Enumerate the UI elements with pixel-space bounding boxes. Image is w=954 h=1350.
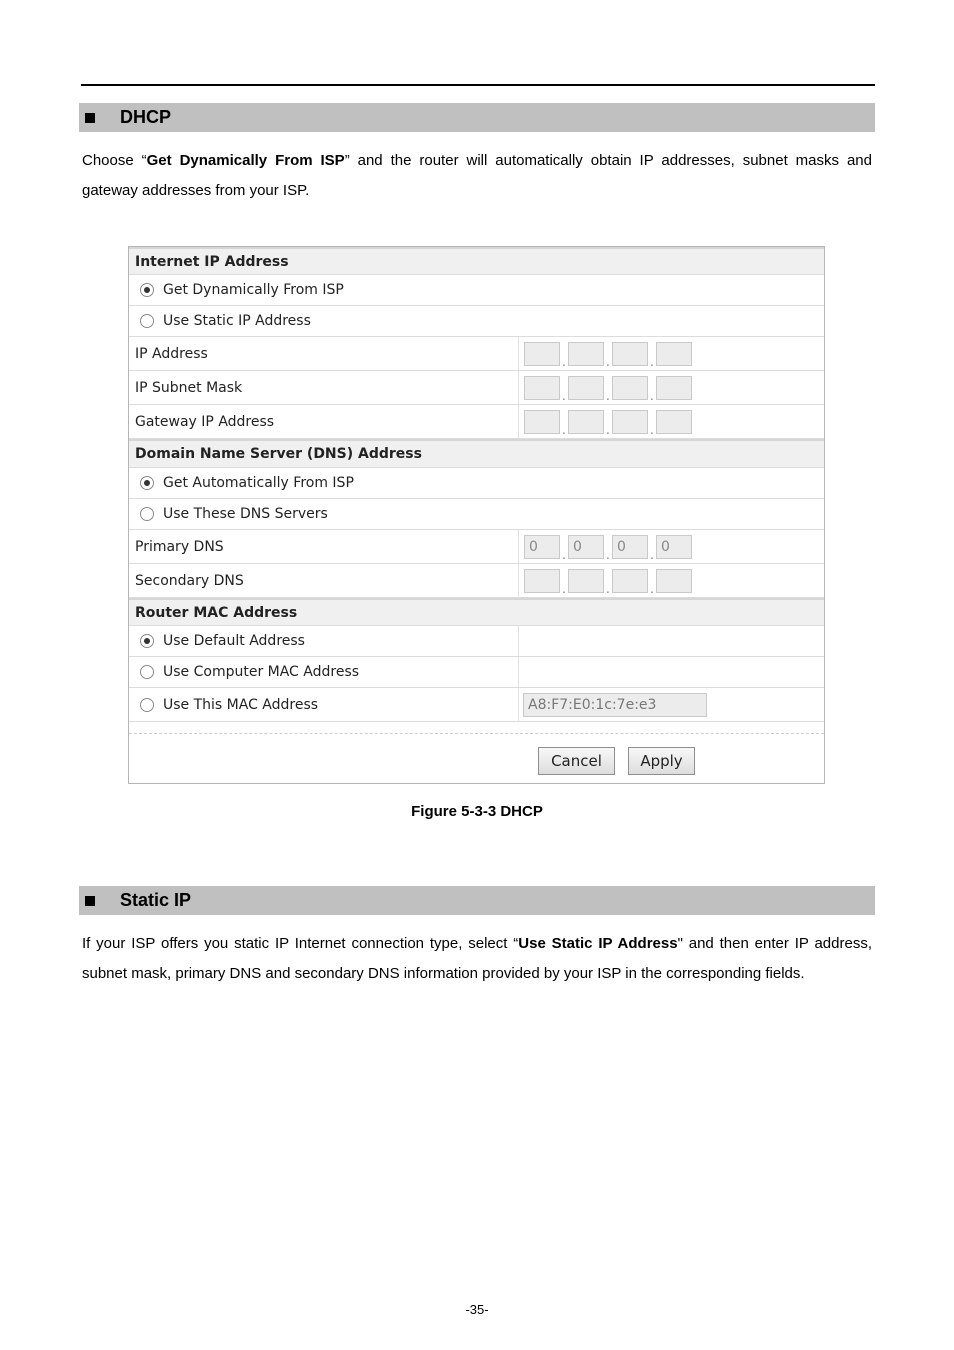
dot-separator: . <box>650 389 654 404</box>
column-divider <box>518 657 519 687</box>
mask-octet-1[interactable] <box>524 376 560 400</box>
option-mac-computer-row[interactable] <box>129 657 824 688</box>
secondary-dns-row <box>129 564 824 598</box>
dynamic-radio[interactable] <box>140 283 154 297</box>
ip-octet-1[interactable] <box>524 342 560 366</box>
top-rule <box>81 84 875 86</box>
gateway-octet-4[interactable] <box>656 410 692 434</box>
figure-caption: Figure 5-3-3 DHCP <box>411 803 543 820</box>
primary-dns-octet-2[interactable]: 0 <box>568 535 604 559</box>
column-divider <box>518 530 519 563</box>
dashed-divider <box>129 733 824 734</box>
option-label: Use These DNS Servers <box>163 506 328 522</box>
gateway-octet-2[interactable] <box>568 410 604 434</box>
primary-dns-row <box>129 530 824 564</box>
mac-default-radio[interactable] <box>140 634 154 648</box>
option-label: Get Dynamically From ISP <box>163 282 344 298</box>
column-divider <box>518 688 519 721</box>
option-label: Use Computer MAC Address <box>163 664 360 680</box>
dns-manual-radio[interactable] <box>140 507 154 521</box>
option-dynamic-row[interactable] <box>129 275 824 306</box>
emphasis: Get Dynamically From ISP <box>146 152 345 169</box>
section-header-static-ip <box>79 886 875 915</box>
option-label: Use Default Address <box>163 633 305 649</box>
header-label: Internet IP Address <box>135 253 289 270</box>
ip-address-row <box>129 337 824 371</box>
dot-separator: . <box>606 582 610 597</box>
dns-header <box>129 439 824 468</box>
internet-ip-header <box>129 247 824 275</box>
option-label: Use Static IP Address <box>163 313 311 329</box>
dot-separator: . <box>606 355 610 370</box>
mask-octet-2[interactable] <box>568 376 604 400</box>
secondary-dns-octet-4[interactable] <box>656 569 692 593</box>
dot-separator: . <box>562 548 566 563</box>
dot-separator: . <box>562 582 566 597</box>
mac-computer-radio[interactable] <box>140 665 154 679</box>
dot-separator: . <box>650 423 654 438</box>
dhcp-settings-panel <box>128 246 825 784</box>
secondary-dns-octet-3[interactable] <box>612 569 648 593</box>
dot-separator: . <box>606 423 610 438</box>
text: ” and the router will automatically obtain IP addresses, subnet masks and gateway addresses from your ISP. <box>82 152 872 199</box>
mask-octet-4[interactable] <box>656 376 692 400</box>
primary-dns-octet-4[interactable]: 0 <box>656 535 692 559</box>
option-mac-default-row[interactable] <box>129 626 824 657</box>
column-divider <box>518 371 519 404</box>
option-dns-manual-row[interactable] <box>129 499 824 530</box>
field-label: Primary DNS <box>135 538 224 555</box>
field-label: IP Address <box>135 345 208 362</box>
column-divider <box>518 564 519 597</box>
mask-octet-3[interactable] <box>612 376 648 400</box>
text: " and then enter IP address, subnet mask, primary DNS and secondary DNS information provided by your ISP in the corresponding fields. <box>82 935 872 982</box>
option-label: Get Automatically From ISP <box>163 475 354 491</box>
static-ip-paragraph <box>82 929 872 988</box>
square-bullet-icon <box>85 896 95 906</box>
secondary-dns-octet-1[interactable] <box>524 569 560 593</box>
emphasis: Use Static IP Address <box>518 935 678 952</box>
primary-dns-octet-1[interactable]: 0 <box>524 535 560 559</box>
square-bullet-icon <box>85 113 95 123</box>
option-dns-auto-row[interactable] <box>129 468 824 499</box>
primary-dns-octet-3[interactable]: 0 <box>612 535 648 559</box>
text: If your ISP offers you static IP Internet connection type, select “ <box>82 935 519 952</box>
option-static-row[interactable] <box>129 306 824 337</box>
section-title: Static IP <box>120 890 192 910</box>
static-radio[interactable] <box>140 314 154 328</box>
ip-octet-2[interactable] <box>568 342 604 366</box>
dns-auto-radio[interactable] <box>140 476 154 490</box>
secondary-dns-octet-2[interactable] <box>568 569 604 593</box>
field-label: IP Subnet Mask <box>135 379 243 396</box>
dhcp-paragraph <box>82 146 872 205</box>
dot-separator: . <box>606 389 610 404</box>
column-divider <box>518 337 519 370</box>
field-label: Gateway IP Address <box>135 413 275 430</box>
dot-separator: . <box>562 389 566 404</box>
ip-octet-4[interactable] <box>656 342 692 366</box>
section-header-dhcp <box>79 103 875 132</box>
dot-separator: . <box>650 355 654 370</box>
page-number: -35- <box>465 1302 489 1317</box>
gateway-row <box>129 405 824 439</box>
cancel-button[interactable]: Cancel <box>538 747 615 775</box>
gateway-octet-1[interactable] <box>524 410 560 434</box>
dot-separator: . <box>562 423 566 438</box>
gateway-octet-3[interactable] <box>612 410 648 434</box>
section-title: DHCP <box>120 107 172 127</box>
dot-separator: . <box>650 582 654 597</box>
option-label: Use This MAC Address <box>163 696 319 713</box>
mac-this-radio[interactable] <box>140 698 154 712</box>
dot-separator: . <box>606 548 610 563</box>
field-label: Secondary DNS <box>135 572 244 589</box>
dot-separator: . <box>562 355 566 370</box>
option-mac-this-row[interactable] <box>129 688 824 722</box>
header-label: Domain Name Server (DNS) Address <box>135 446 422 462</box>
ip-octet-3[interactable] <box>612 342 648 366</box>
header-label: Router MAC Address <box>135 604 298 621</box>
text: Choose “ <box>82 152 147 169</box>
mac-address-input[interactable]: A8:F7:E0:1c:7e:e3 <box>523 693 707 717</box>
dot-separator: . <box>650 548 654 563</box>
apply-button[interactable]: Apply <box>628 747 695 775</box>
subnet-mask-row <box>129 371 824 405</box>
column-divider <box>518 405 519 438</box>
column-divider <box>518 626 519 656</box>
mac-header <box>129 598 824 626</box>
